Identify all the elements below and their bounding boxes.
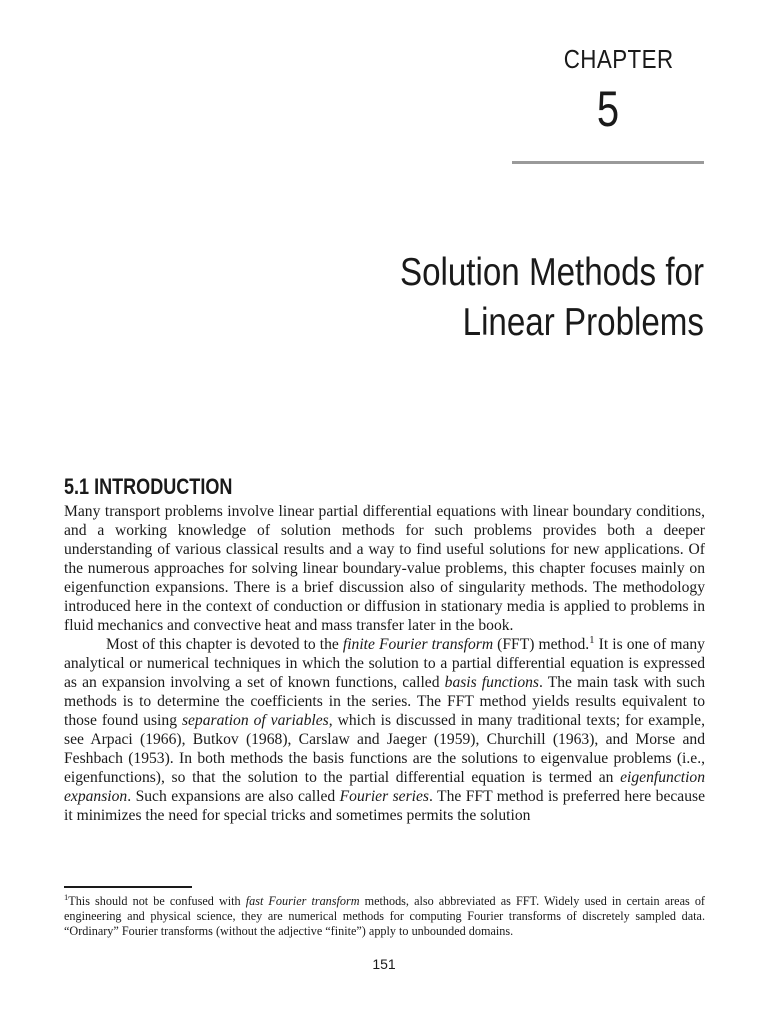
para2-text-6: . Such expansions are also called — [127, 788, 340, 805]
chapter-label: CHAPTER — [563, 44, 674, 74]
body-text — [64, 502, 705, 825]
footnote-text-2: methods, also abbreviated as FFT. Widely used in certain areas of engineering and physical science, they are numerical methods for computing Fourier transforms of discretely sampled data. “Ordinary” Fourier transforms (without the adjective “finite”) apply to unbounded domains. — [64, 894, 705, 938]
footnote-divider — [64, 886, 192, 888]
para2-text-3: It is one of many analytical or numerical techniques in which the solution to a partial differential equation is expressed as an expansion involving a set of known functions, called — [64, 636, 705, 691]
chapter-title — [279, 248, 704, 348]
paragraph-2 — [64, 635, 705, 825]
term-fourier-series: Fourier series — [339, 788, 429, 805]
footnote-mark: 1 — [64, 891, 69, 902]
footnote-text-1: This should not be confused with — [68, 894, 246, 908]
chapter-title-line-2: Linear Problems — [462, 301, 704, 344]
page-number: 151 — [372, 956, 396, 972]
chapter-number: 5 — [596, 81, 620, 137]
chapter-title-line-1: Solution Methods for — [399, 251, 704, 294]
term-finite-fourier-transform: finite Fourier transform — [342, 636, 494, 653]
footnote — [64, 891, 705, 939]
term-eigenfunction-expansion: eigenfunction expansion — [64, 769, 705, 805]
para2-text-5: , which is discussed in many traditional texts; for example, see Arpaci (1966), Butkov (1968), Carslaw and Jaeger (1959), Churchill (1963), and Morse and Feshbach (1953). In both methods the basis functions are the solutions to eigenvalue problems (i.e., eigenfunctions), so that the solution to the partial differential equation is termed an — [64, 712, 705, 786]
para2-text-7: . The FFT method is preferred here because it minimizes the need for special tricks and sometimes permits the solution — [64, 788, 705, 824]
para2-text-2: (FFT) method. — [493, 636, 590, 653]
para2-text-1: Most of this chapter is devoted to the — [106, 636, 343, 653]
term-separation-of-variables: separation of variables — [181, 712, 329, 729]
term-basis-functions: basis functions — [444, 674, 539, 691]
footnote-reference[interactable]: 1 — [589, 633, 595, 646]
paragraph-1: Many transport problems involve linear partial differential equations with linear boundary conditions, and a working knowledge of solution methods for such problems provides both a deeper understanding of various classical results and a way to find useful solutions for new applications. Of the numerous approaches for solving linear boundary-value problems, this chapter focuses mainly on eigenfunction expansions. There is a brief discussion also of singularity methods. The methodology introduced here in the context of conduction or diffusion in stationary media is applied to problems in fluid mechanics and convective heat and mass transfer later in the book. — [64, 503, 705, 634]
para2-text-4: . The main task with such methods is to determine the coefficients in the series. The FFT method yields results equivalent to those found using — [64, 674, 706, 729]
footnote-term: fast Fourier transform — [245, 894, 360, 908]
chapter-divider — [512, 161, 704, 164]
section-heading: 5.1 INTRODUCTION — [64, 474, 233, 499]
